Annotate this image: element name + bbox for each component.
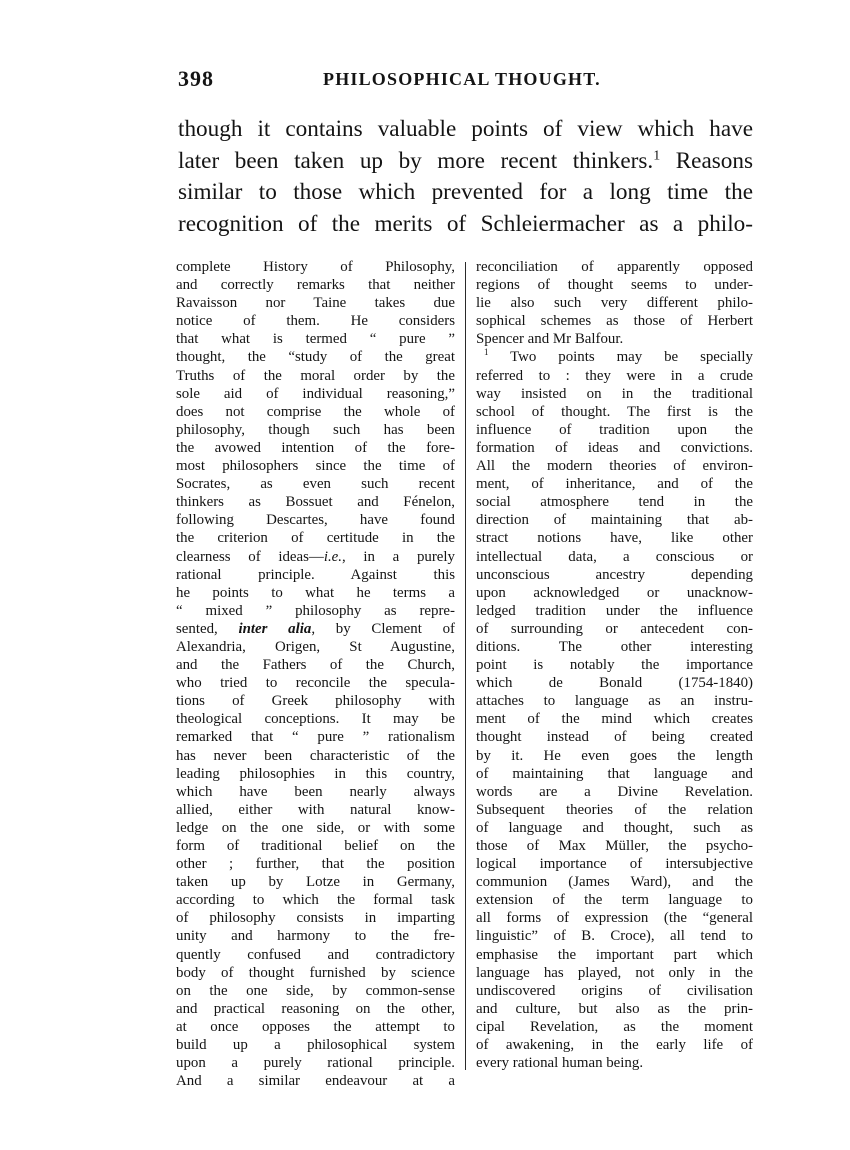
footnote-line: of maintaining that language and	[476, 765, 753, 782]
footnote-line: unity and harmony to the fre-	[176, 928, 455, 945]
footnote-line: those of Max Müller, the psycho-	[476, 838, 753, 854]
footnote-line: upon a purely rational principle.	[176, 1055, 455, 1072]
footnote-line: unconscious ancestry depending	[476, 566, 753, 583]
footnote-line: which de Bonald (1754-1840)	[476, 675, 753, 692]
footnote-right-column	[476, 258, 753, 1072]
footnote-line: Alexandria, Origen, St Augustine,	[176, 638, 455, 655]
footnote-line: And a similar endeavour at a	[176, 1073, 455, 1090]
footnote-line: linguistic” of B. Croce), all tend to	[476, 928, 753, 945]
footnote-line: tions of Greek philosophy with	[176, 693, 455, 710]
footnote-left-column	[176, 258, 455, 1090]
footnote-line: extension of the term language to	[476, 892, 753, 909]
footnote-line: Spencer and Mr Balfour.	[476, 331, 624, 348]
footnote-line: which have been nearly always	[176, 783, 455, 800]
footnote-line: all forms of expression (the “general	[476, 910, 753, 927]
main-text-block	[178, 114, 753, 240]
footnote-line: of awakening, in the early life of	[476, 1037, 753, 1054]
footnote-line: every rational human being.	[476, 1055, 644, 1072]
column-divider	[465, 262, 466, 1070]
main-text-line: similar to those which prevented for a long time the	[178, 179, 753, 206]
footnote-line: allied, either with natural know-	[176, 801, 455, 818]
footnote-line: Socrates, as even such recent	[176, 476, 455, 493]
footnote-line: build up a philosophical system	[176, 1037, 455, 1054]
main-text-line: recognition of the merits of Schleiermacher as a philo-	[178, 210, 753, 237]
page-number: 398	[178, 66, 214, 91]
footnote-line: has never been characteristic of the	[176, 747, 455, 764]
footnote-line: words are a Divine Revelation.	[476, 783, 753, 800]
footnote-line: complete History of Philosophy,	[176, 259, 455, 275]
footnote-line: upon acknowledged or unacknow-	[476, 584, 753, 601]
footnote-line: stract notions have, like other	[476, 530, 753, 547]
footnote-line: who tried to reconcile the specula-	[176, 675, 455, 692]
footnote-line: and correctly remarks that neither	[176, 277, 455, 294]
footnote-line: at once opposes the attempt to	[176, 1018, 455, 1035]
footnote-line: intellectual data, a conscious or	[476, 548, 753, 565]
main-text-line	[178, 146, 753, 178]
footnote-line: language has played, not only in the	[476, 964, 753, 981]
footnote-line: quently confused and contradictory	[176, 946, 455, 963]
footnote-line: ledged tradition under the influence	[476, 602, 753, 619]
footnote-line: on the one side, by common-sense	[176, 982, 455, 999]
footnote-mark: 1	[653, 147, 661, 163]
footnote-line: sophical schemes as those of Herbert	[476, 313, 753, 330]
footnote-line: that what is termed “ pure ”	[176, 331, 455, 348]
footnote-line: of philosophy consists in imparting	[176, 910, 455, 927]
footnote-line: leading philosophies in this country,	[176, 765, 455, 782]
footnote-line: communion (James Ward), and the	[476, 874, 753, 891]
footnote-line: “ mixed ” philosophy as repre-	[176, 602, 455, 619]
footnote-line: Truths of the moral order by the	[176, 367, 455, 384]
footnote-line: following Descartes, have found	[176, 512, 455, 529]
footnote-line: other ; further, that the position	[176, 856, 455, 873]
footnote-line: lie also such very different philo-	[476, 295, 753, 312]
footnote-line: undiscovered origins of civilisation	[476, 982, 753, 999]
footnote-line: form of traditional belief on the	[176, 838, 455, 854]
footnote-line: and practical reasoning on the other,	[176, 1000, 455, 1017]
footnote-line: ledge on the one side, or with some	[176, 819, 455, 836]
footnote-line: body of thought furnished by science	[176, 964, 455, 981]
footnote-line: thought instead of being created	[476, 729, 753, 746]
footnote-line: direction of maintaining that ab-	[476, 512, 753, 529]
footnote-line-text: Two points may be specially	[510, 349, 753, 366]
footnote-line: ditions. The other interesting	[476, 638, 753, 655]
main-text-line-tail: Reasons	[675, 147, 754, 174]
footnote-line: theological conceptions. It may be	[176, 711, 455, 728]
footnote-line: social atmosphere tend in the	[476, 494, 753, 511]
footnote-line: Subsequent theories of the relation	[476, 801, 753, 818]
footnote-line: and culture, but also as the prin-	[476, 1000, 753, 1017]
footnote-line: attaches to language as an instru-	[476, 693, 753, 710]
footnote-line: way insisted on in the traditional	[476, 385, 753, 402]
footnote-line: the avowed intention of the fore-	[176, 439, 455, 456]
footnote-line: philosophy, though such has been	[176, 421, 455, 438]
footnote-line: rational principle. Against this	[176, 566, 455, 583]
footnote-line: referred to : they were in a crude	[476, 367, 753, 384]
footnote-line: Ravaisson nor Taine takes due	[176, 295, 455, 312]
footnote-line: regions of thought seems to under-	[476, 277, 753, 294]
footnote-line: by it. He even goes the length	[476, 747, 753, 764]
footnote-line: according to which the formal task	[176, 892, 455, 909]
main-text-line-head: later been taken up by more recent thinkers.	[178, 147, 654, 174]
footnote-line: ment of the mind which creates	[476, 711, 753, 728]
footnote-line: and the Fathers of the Church,	[176, 657, 455, 674]
footnote-line: most philosophers since the time of	[176, 458, 455, 475]
footnote-line: influence of tradition upon the	[476, 421, 753, 438]
running-title: PHILOSOPHICAL THOUGHT.	[323, 69, 601, 89]
footnote-line: thinkers as Bossuet and Fénelon,	[176, 494, 455, 511]
main-text-line: though it contains valuable points of view which have	[178, 116, 753, 142]
footnote-line: school of thought. The first is the	[476, 403, 753, 420]
footnote-line: does not comprise the whole of	[176, 403, 455, 420]
footnote-line: of surrounding or antecedent con-	[476, 620, 753, 637]
footnote-line: logical importance of intersubjective	[476, 856, 753, 873]
footnote-line: clearness of ideas—i.e., in a purely	[176, 548, 455, 565]
footnote-line: the criterion of certitude in the	[176, 530, 455, 547]
footnote-line: reconciliation of apparently opposed	[476, 259, 753, 275]
footnote-line	[476, 348, 753, 366]
footnote-line: notice of them. He considers	[176, 313, 455, 330]
footnote-line: ment, of inheritance, and of the	[476, 476, 753, 493]
footnote-line: All the modern theories of environ-	[476, 458, 753, 475]
footnote-line: of language and thought, such as	[476, 819, 753, 836]
footnote-line: formation of ideas and convictions.	[476, 439, 753, 456]
page-header	[178, 66, 753, 96]
footnote-line: thought, the “study of the great	[176, 349, 455, 366]
footnote-line: taken up by Lotze in Germany,	[176, 874, 455, 891]
footnote-line: point is notably the importance	[476, 657, 753, 674]
footnote-line: remarked that “ pure ” rationalism	[176, 729, 455, 746]
footnote-mark: 1	[484, 347, 489, 358]
footnote-line: sole aid of individual reasoning,”	[176, 385, 455, 402]
footnote-line: cipal Revelation, as the moment	[476, 1018, 753, 1035]
footnote-line: emphasise the important part which	[476, 946, 753, 963]
footnote-line: sented, inter alia, by Clement of	[176, 620, 455, 637]
footnote-line: he points to what he terms a	[176, 584, 455, 601]
